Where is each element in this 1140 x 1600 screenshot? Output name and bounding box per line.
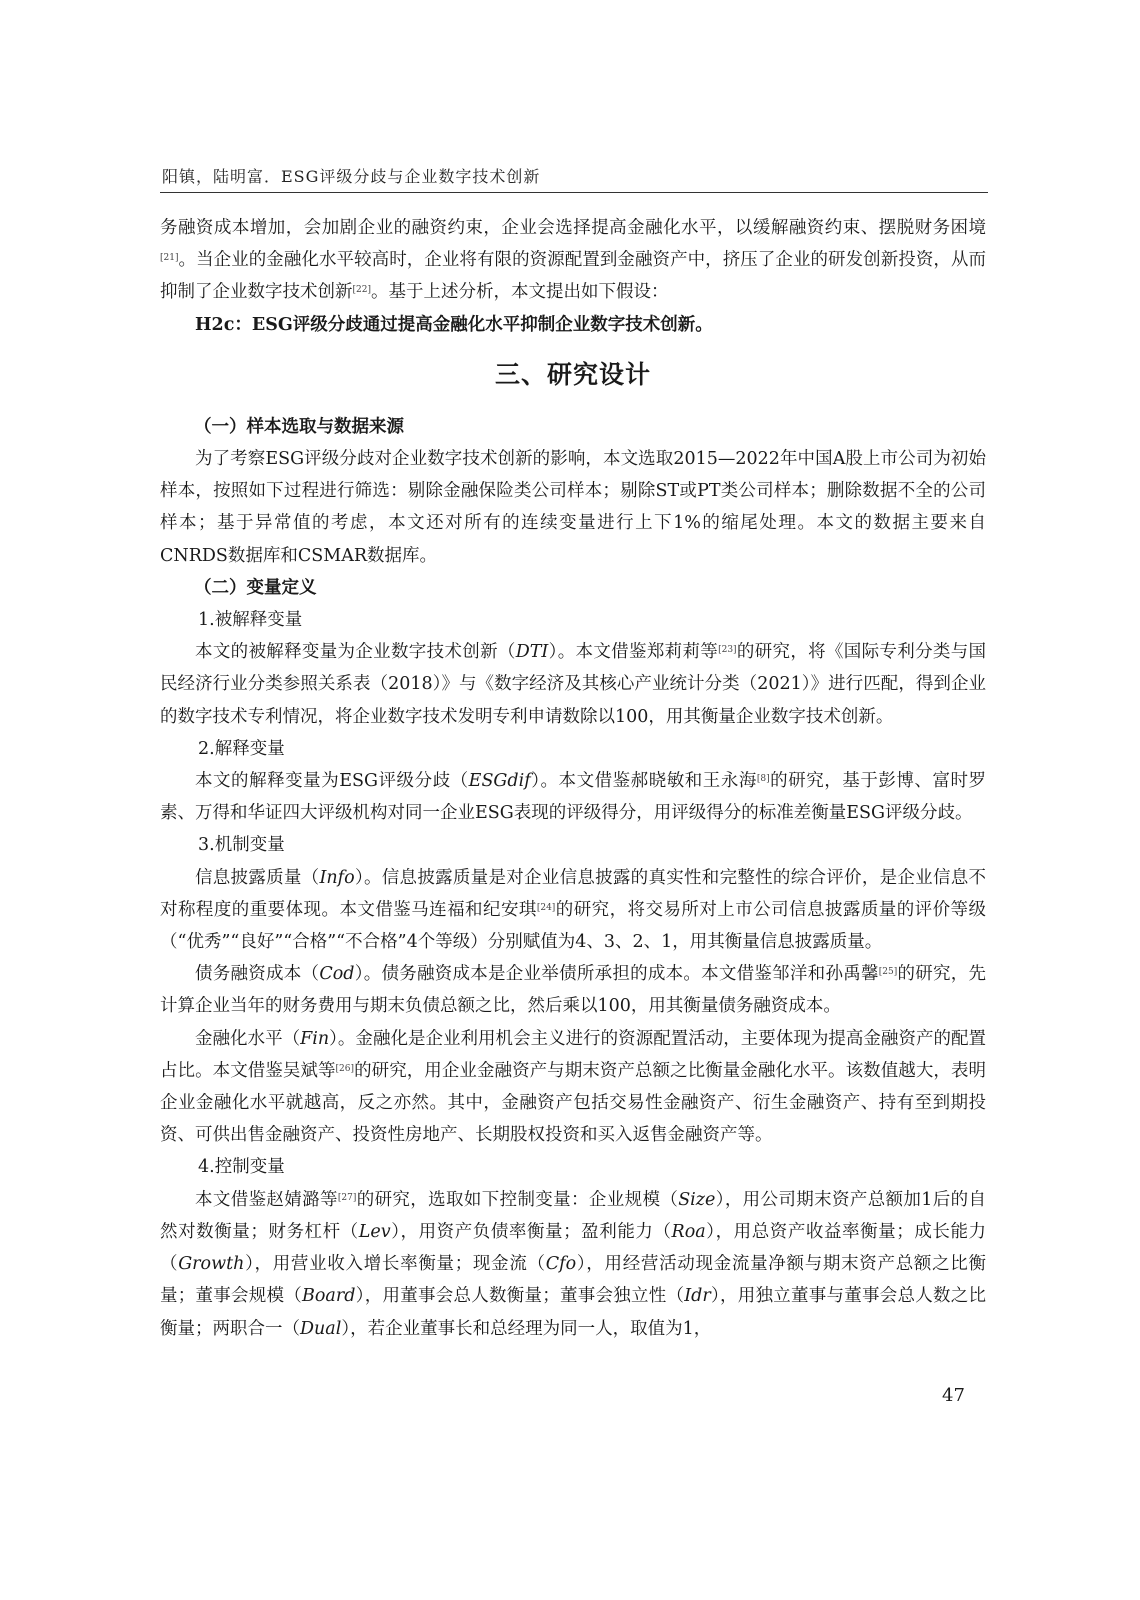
variable-symbol: DTI (515, 642, 549, 663)
text-run: 本文的被解释变量为企业数字技术创新（ (195, 642, 516, 663)
variable-symbol: Fin (300, 1028, 330, 1049)
variable-heading: 2.解释变量 (198, 738, 285, 759)
variable-symbol: Info (319, 867, 355, 888)
variable-symbol: Roa (671, 1221, 706, 1242)
variable-heading: 4.控制变量 (198, 1157, 285, 1178)
text-run: ），用经营活动现金流量净额与期末资产总额之比衡量；董事会规模（ (160, 1254, 987, 1307)
text-run: 债务融资成本（ (195, 964, 320, 985)
text-run: ），用独立董事与董事会总人数之比衡量；两职合一（ (160, 1286, 987, 1339)
page-number: 47 (942, 1385, 965, 1406)
text-run: ），用总资产收益率衡量；成长能力（ (160, 1221, 987, 1275)
citation: [21] (160, 253, 179, 264)
paragraph-intro (160, 212, 986, 309)
paragraph-controls (160, 1184, 986, 1345)
text-run: ）。金融化是企业利用机会主义进行的资源配置活动，主要体现为提高金融资产的配置占比。本文借鉴吴斌等 (160, 1028, 987, 1081)
paragraph-info (160, 862, 986, 959)
text-run: ）。债务融资成本是企业举债所承担的成本。本文借鉴邹洋和孙禹馨 (354, 964, 879, 985)
paragraph-fin (160, 1023, 986, 1152)
text-run: ）。信息披露质量是对企业信息披露的真实性和完整性的综合评价，是企业信息不对称程度的重要体现。本文借鉴马连福和纪安琪 (160, 867, 987, 920)
text-run: 信息披露质量（ (195, 867, 320, 888)
citation: [22] (352, 285, 371, 296)
text-run: ），用营业收入增长率衡量；现金流（ (244, 1254, 546, 1275)
variable-heading: 3.机制变量 (198, 835, 285, 856)
text-run: ）。本文借鉴郑莉莉等 (548, 642, 719, 663)
paragraph-sample: 为了考察ESG评级分歧对企业数字技术创新的影响，本文选取2015—2022年中国A股上市公司为初始样本，按照如下过程进行筛选：剔除金融保险类公司样本；剔除ST或PT类公司样本；删除数据不全的公司样本；基于异常值的考虑，本文还对所有的连续变量进行上下1%的缩尾处理。本文的数据主要来自CNRDS数据库和CSMAR数据库。 (160, 449, 986, 566)
variable-symbol: Dual (300, 1318, 342, 1339)
hypothesis-h2c: H2c：ESG评级分歧通过提高金融化水平抑制企业数字技术创新。 (195, 314, 713, 335)
text-run: 的研究，将交易所对上市公司信息披露质量的评价等级（“优秀”“良好”“合格”“不合格”4个等级）分别赋值为4、3、2、1，用其衡量信息披露质量。 (160, 899, 987, 953)
subsection-title: （一）样本选取与数据来源 (194, 416, 404, 437)
article-body (160, 212, 986, 1345)
variable-symbol: Size (678, 1189, 716, 1210)
variable-heading: 1.被解释变量 (198, 610, 303, 631)
paragraph-independent-variable (160, 765, 986, 829)
text-run: ），用董事会总人数衡量；董事会独立性（ (355, 1286, 685, 1307)
citation: [24] (536, 902, 556, 913)
text-run: ）。本文借鉴郝晓敏和王永海 (530, 771, 757, 792)
citation: [25] (878, 967, 898, 978)
citation: [26] (335, 1063, 355, 1074)
text-run: 。当企业的金融化水平较高时，企业将有限的资源配置到金融资产中，挤压了企业的研发创新投资，从而抑制了企业数字技术创新 (160, 250, 986, 303)
variable-symbol: Board (302, 1286, 356, 1307)
variable-symbol: Cod (319, 964, 355, 985)
text-run: 的研究，将《国际专利分类与国民经济行业分类参照关系表（2018）》与《数字经济及其核心产业统计分类（2021）》进行匹配，得到企业的数字技术专利情况，将企业数字技术发明专利申请数除以100，用其衡量企业数字技术创新。 (160, 642, 987, 727)
text-run: ），用公司期末资产总额加1后的自然对数衡量；财务杠杆（ (160, 1189, 986, 1242)
citation: [27] (337, 1192, 357, 1203)
citation: [23] (718, 645, 737, 656)
section-title: 三、研究设计 (494, 359, 651, 389)
paragraph-dependent-variable (160, 636, 986, 733)
text-run: 本文借鉴赵婧潞等 (195, 1189, 338, 1210)
variable-symbol: ESGdif (468, 771, 531, 792)
paragraph-cod (160, 958, 986, 1022)
text-run: 本文的解释变量为ESG评级分歧（ (195, 771, 469, 792)
variable-symbol: Cfo (545, 1254, 577, 1275)
text-run: 金融化水平（ (195, 1028, 301, 1049)
text-run: 的研究，基于彭博、富时罗素、万得和华证四大评级机构对同一企业ESG表现的评级得分，用评级得分的标准差衡量ESG评级分歧。 (160, 771, 987, 824)
text-run: 的研究，先计算企业当年的财务费用与期末负债总额之比，然后乘以100，用其衡量债务融资成本。 (160, 964, 987, 1017)
text-run: 的研究，选取如下控制变量：企业规模（ (356, 1189, 679, 1210)
text-run: ），若企业董事长和总经理为同一人，取值为1， (341, 1318, 712, 1339)
text-run: 的研究，用企业金融资产与期末资产总额之比衡量金融化水平。该数值越大，表明企业金融化水平就越高，反之亦然。其中，金融资产包括交易性金融资产、衍生金融资产、持有至到期投资、可供出售金融资产、投资性房地产、长期股权投资和买入返售金融资产等。 (160, 1060, 986, 1146)
variable-symbol: Lev (358, 1221, 391, 1242)
citation: [8] (756, 774, 770, 785)
variable-symbol: Growth (178, 1254, 245, 1275)
subsection-title: （二）变量定义 (194, 577, 317, 598)
variable-symbol: Idr (684, 1286, 711, 1307)
header-rule (160, 192, 988, 193)
running-header: 阳镇，陆明富．ESG评级分歧与企业数字技术创新 (162, 167, 541, 186)
text-run: ），用资产负债率衡量；盈利能力（ (390, 1221, 672, 1242)
text-run: 。基于上述分析，本文提出如下假设： (370, 282, 669, 303)
text-run: 务融资成本增加，会加剧企业的融资约束，企业会选择提高金融化水平，以缓解融资约束、摆脱财务困境 (160, 218, 986, 238)
